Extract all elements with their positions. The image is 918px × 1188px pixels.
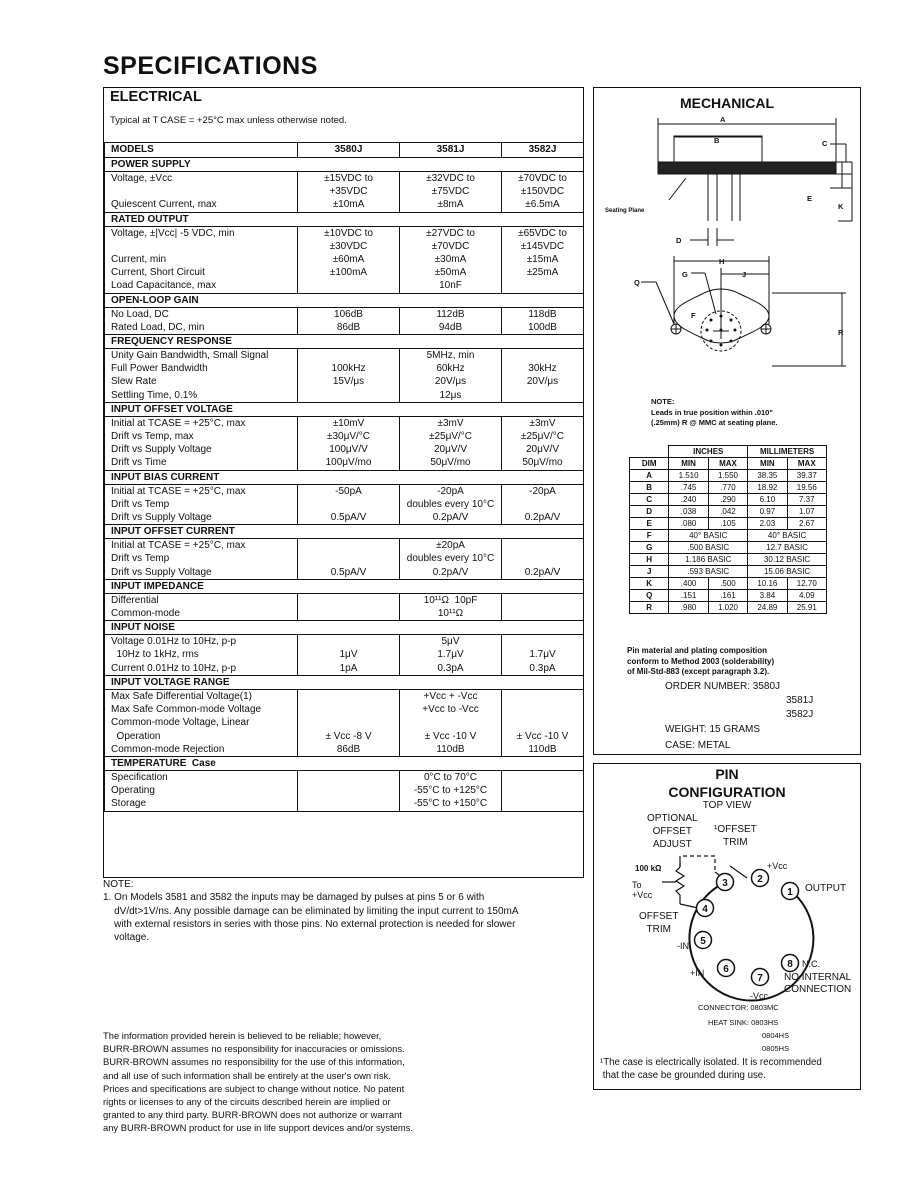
spec-value: 0.5pA/V [298, 539, 400, 580]
order-number-2: 3581J [786, 695, 814, 706]
section-label: INPUT OFFSET VOLTAGE [105, 402, 584, 416]
dim-value: 4.09 [787, 590, 826, 602]
spec-parameter: No Load, DC Rated Load, DC, min [105, 307, 298, 334]
offset-adjust-dashed [680, 856, 715, 872]
dim-value: .038 [669, 506, 708, 518]
heat-sink-label-3: 0805HS [762, 1044, 790, 1053]
plus-vcc-label: +Vcc [767, 861, 788, 871]
dim-label-q: Q [634, 278, 640, 287]
section-label: INPUT VOLTAGE RANGE [105, 675, 584, 689]
dim-value: 3.84 [748, 590, 787, 602]
dim-label-g: G [682, 270, 688, 279]
pin-number: 2 [757, 874, 763, 885]
pin-material-note: Pin material and plating composition conform to Method 2003 (solderability) of Mil-Std-883 (except paragraph 3.2). [627, 646, 775, 676]
spec-section-header [105, 335, 584, 349]
order-number-3: 3582J [786, 709, 814, 720]
pin-number: 1 [787, 887, 793, 898]
spec-parameter: Voltage, ±|Vcc| -5 VDC, min Current, min Current, Short Circuit Load Capacitance, max [105, 226, 298, 293]
dim-value: 40° BASIC [669, 530, 748, 542]
dim-group-header-row [630, 446, 827, 458]
spec-parameter: Voltage 0.01Hz to 10Hz, p-p 10Hz to 1kHz, rms Current 0.01Hz to 10Hz, p-p [105, 635, 298, 676]
output-label: OUTPUT [805, 883, 847, 894]
nc-label: N.C. [802, 959, 820, 969]
section-label: INPUT IMPEDANCE [105, 579, 584, 593]
spec-section-header [105, 756, 584, 770]
spec-value: -20pA doubles every 10°C 0.2pA/V [400, 484, 502, 525]
dim-label-e: E [807, 194, 813, 203]
dim-value: .161 [708, 590, 747, 602]
pin-number: 7 [757, 973, 763, 984]
spec-parameter: Max Safe Differential Voltage(1) Max Safe Common-mode Voltage Common-mode Voltage, Linear Operation Common-mode Rejection [105, 689, 298, 756]
electrical-title: ELECTRICAL [110, 89, 202, 105]
section-label: INPUT BIAS CURRENT [105, 470, 584, 484]
spec-value: ± Vcc -8 V 86dB [298, 689, 400, 756]
dim-value: 12.7 BASIC [748, 542, 827, 554]
dim-header: MIN [748, 458, 787, 470]
dim-letter: H [630, 554, 669, 566]
dim-value: .105 [708, 518, 747, 530]
spec-value: 0.2pA/V [502, 539, 584, 580]
legal-line: rights or licenses to any of the circuits described herein are implied or [103, 1096, 391, 1108]
dim-value: .593 BASIC [669, 566, 748, 578]
spec-value [502, 593, 584, 620]
dim-label-h: H [719, 257, 725, 266]
footnote-line: with external resistors in series with those pins. No external protection is needed for slower [103, 918, 516, 930]
dim-letter: E [630, 518, 669, 530]
case-material: CASE: METAL [665, 740, 731, 751]
dim-group-header: MILLIMETERS [748, 446, 827, 458]
dim-label-c: C [822, 139, 828, 148]
heat-sink-label: HEAT SINK: 0803HS [708, 1018, 779, 1027]
pin-config-title-2: CONFIGURATION [668, 784, 786, 800]
spec-value [298, 593, 400, 620]
spec-row [105, 689, 584, 756]
mechanical-title: MECHANICAL [679, 95, 775, 111]
dim-label-k: K [838, 202, 844, 211]
spec-value: ±3mV ±25μV/°C 20μV/V 50μV/mo [400, 416, 502, 470]
spec-row [105, 635, 584, 676]
dim-corner-cell [630, 446, 669, 458]
package-drawing [594, 88, 860, 388]
spec-row [105, 307, 584, 334]
pin-number: 6 [723, 964, 729, 975]
spec-value: -50pA 0.5pA/V [298, 484, 400, 525]
dim-value: 1.186 BASIC [669, 554, 748, 566]
dim-letter: G [630, 542, 669, 554]
spec-value: 100kHz 15V/μs [298, 349, 400, 403]
dim-label-j: J [742, 270, 747, 279]
mechanical-panel [593, 87, 861, 755]
dim-label-a: A [720, 115, 726, 124]
legal-line: and all use of such information shall be entirely at the user's own risk. [103, 1069, 391, 1081]
connector-label: CONNECTOR: 0803MC [698, 1003, 779, 1012]
dim-value: .400 [669, 578, 708, 590]
dim-value: 1.020 [708, 602, 747, 614]
footnote-line: 1. On Models 3581 and 3582 the inputs may be damaged by pulses at pins 5 or 6 with [103, 892, 485, 904]
spec-value [298, 770, 400, 811]
spec-section-header [105, 402, 584, 416]
dim-row [630, 566, 827, 578]
spec-value: 3580J [298, 143, 400, 158]
dim-value: .080 [669, 518, 708, 530]
spec-value: ±15VDC to +35VDC ±10mA [298, 172, 400, 213]
spec-value: ±10mV ±30μV/°C 100μV/V 100μV/mo [298, 416, 400, 470]
negative-input-label: -IN [677, 941, 689, 951]
dim-value: 10.16 [748, 578, 787, 590]
spec-value: 3581J [400, 143, 502, 158]
spec-value: ±65VDC to ±145VDC ±15mA ±25mA [502, 226, 584, 293]
spec-parameter: Unity Gain Bandwidth, Small Signal Full Power Bandwidth Slew Rate Settling Time, 0.1% [105, 349, 298, 403]
dim-value: 25.91 [787, 602, 826, 614]
dim-row [630, 494, 827, 506]
dim-value: 24.89 [748, 602, 787, 614]
dim-row [630, 506, 827, 518]
dim-value: 19.56 [787, 482, 826, 494]
dim-value: 30.12 BASIC [748, 554, 827, 566]
dim-value: 12.70 [787, 578, 826, 590]
spec-value: ±10VDC to ±30VDC ±60mA ±100mA [298, 226, 400, 293]
dim-letter: R [630, 602, 669, 614]
legal-line: any BURR-BROWN product for use in life support devices and/or systems. [103, 1122, 414, 1134]
dim-value: .290 [708, 494, 747, 506]
section-label: TEMPERATURE Case [105, 756, 584, 770]
electrical-panel [103, 87, 584, 878]
page-title: SPECIFICATIONS [103, 52, 318, 80]
resistor-symbol [676, 867, 684, 895]
spec-parameter: Voltage, ±Vcc Quiescent Current, max [105, 172, 298, 213]
spec-section-header [105, 158, 584, 172]
section-label: POWER SUPPLY [105, 158, 584, 172]
dim-row [630, 530, 827, 542]
dim-label-r: R [838, 328, 844, 337]
dim-group-header: INCHES [669, 446, 748, 458]
spec-value: 30kHz 20V/μs [502, 349, 584, 403]
spec-section-header [105, 675, 584, 689]
dimension-table [629, 445, 827, 614]
to-vcc-label: To +Vcc [632, 880, 653, 900]
spec-value: 10¹¹Ω 10pF 10¹¹Ω [400, 593, 502, 620]
spec-row [105, 539, 584, 580]
spec-parameter: MODELS [105, 143, 298, 158]
footnote-line: voltage. [103, 932, 150, 944]
spec-section-header [105, 470, 584, 484]
legal-line: Prices and specifications are subject to change without notice. No patent [103, 1082, 405, 1094]
dim-value: 2.67 [787, 518, 826, 530]
case-isolation-note: ¹The case is electrically isolated. It is recommended that the case be grounded during use. [600, 1057, 822, 1081]
dim-row [630, 554, 827, 566]
section-label: INPUT NOISE [105, 621, 584, 635]
spec-value: ±27VDC to ±70VDC ±30mA ±50mA 10nF [400, 226, 502, 293]
footnote-line: dV/dt>1V/ns. Any possible damage can be eliminated by limiting the input current to 150mA [103, 905, 519, 917]
dim-value: 39.37 [787, 470, 826, 482]
dim-letter: J [630, 566, 669, 578]
spec-section-header [105, 621, 584, 635]
spec-parameter: Initial at TCASE = +25°C, max Drift vs Temp, max Drift vs Supply Voltage Drift vs Time [105, 416, 298, 470]
dim-value: .151 [669, 590, 708, 602]
spec-value: ± Vcc -10 V 110dB [502, 689, 584, 756]
section-label: RATED OUTPUT [105, 212, 584, 226]
dim-row [630, 590, 827, 602]
no-internal-connection-label: NO INTERNAL CONNECTION [784, 972, 852, 995]
dim-value: 0.97 [748, 506, 787, 518]
spec-value: 1μV 1pA [298, 635, 400, 676]
legal-line: granted to any third party. BURR-BROWN does not authorize or warrant [103, 1109, 402, 1121]
spec-value: 118dB 100dB [502, 307, 584, 334]
dim-row [630, 482, 827, 494]
seating-plane-label: Seating Plane [605, 208, 645, 214]
spec-row [105, 172, 584, 213]
spec-value: 0°C to 70°C -55°C to +125°C -55°C to +150°C [400, 770, 502, 811]
pin-config-title: PIN [715, 766, 739, 782]
heat-sink-label-2: 0804HS [762, 1031, 790, 1040]
dim-value: .500 [708, 578, 747, 590]
spec-parameter: Specification Operating Storage [105, 770, 298, 811]
dim-letter: D [630, 506, 669, 518]
spec-value: 5MHz, min 60kHz 20V/μs 12μs [400, 349, 502, 403]
order-number: ORDER NUMBER: 3580J [665, 681, 781, 692]
spec-value: 3582J [502, 143, 584, 158]
spec-row [105, 416, 584, 470]
optional-offset-adjust-label: OPTIONAL OFFSET ADJUST [647, 813, 698, 850]
dim-row [630, 542, 827, 554]
legal-line: BURR-BROWN assumes no responsibility for the use of this information, [103, 1056, 405, 1068]
spec-parameter: Initial at TCASE = +25°C, max Drift vs Temp Drift vs Supply Voltage [105, 539, 298, 580]
spec-table [104, 142, 584, 812]
dim-value: 6.10 [748, 494, 787, 506]
dim-label-f: F [691, 311, 696, 320]
dim-value: 1.510 [669, 470, 708, 482]
spec-row [105, 484, 584, 525]
dim-letter: B [630, 482, 669, 494]
spec-value: ±32VDC to ±75VDC ±8mA [400, 172, 502, 213]
footnote-heading: NOTE: [103, 879, 134, 890]
offset-trim-left-label: OFFSET TRIM [639, 911, 679, 935]
models-row [105, 143, 584, 158]
spec-parameter: Initial at TCASE = +25°C, max Drift vs Temp Drift vs Supply Voltage [105, 484, 298, 525]
section-label: OPEN-LOOP GAIN [105, 293, 584, 307]
dim-header: MAX [708, 458, 747, 470]
flange [658, 162, 836, 174]
legal-line: BURR-BROWN assumes no responsibility for inaccuracies or omissions. [103, 1043, 405, 1055]
dim-value: .770 [708, 482, 747, 494]
pin-config-subtitle: TOP VIEW [702, 800, 752, 811]
pin-config-panel [593, 763, 861, 1090]
dim-row [630, 578, 827, 590]
spec-value [502, 770, 584, 811]
dim-value: .240 [669, 494, 708, 506]
dim-header: DIM [630, 458, 669, 470]
dim-value: 7.37 [787, 494, 826, 506]
spec-value: +Vcc + -Vcc +Vcc to -Vcc ± Vcc -10 V 110dB [400, 689, 502, 756]
spec-row [105, 770, 584, 811]
spec-section-header [105, 525, 584, 539]
legal-line: The information provided herein is believed to be reliable; however, [103, 1030, 382, 1041]
dim-letter: K [630, 578, 669, 590]
dim-header: MIN [669, 458, 708, 470]
spec-value: 1.7μV 0.3pA [502, 635, 584, 676]
legal-disclaimer [103, 1029, 468, 1135]
dim-letter: F [630, 530, 669, 542]
dim-label-d: D [676, 236, 682, 245]
weight: WEIGHT: 15 GRAMS [665, 724, 761, 735]
pin-number: 5 [700, 936, 706, 947]
mechanical-note: NOTE: Leads in true position within .010" (.25mm) R @ MMC at seating plane. [651, 397, 778, 427]
spec-value: 106dB 86dB [298, 307, 400, 334]
spec-value: ±20pA doubles every 10°C 0.2pA/V [400, 539, 502, 580]
dim-row [630, 470, 827, 482]
pin-number: 8 [787, 959, 793, 970]
dim-letter: Q [630, 590, 669, 602]
spec-row [105, 226, 584, 293]
dim-value: 38.35 [748, 470, 787, 482]
dim-value: .980 [669, 602, 708, 614]
electrical-note: Typical at T CASE = +25°C max unless otherwise noted. [110, 115, 347, 126]
dim-value: 18.92 [748, 482, 787, 494]
dim-value: 15.06 BASIC [748, 566, 827, 578]
dim-value: 1.07 [787, 506, 826, 518]
spec-section-header [105, 212, 584, 226]
dim-value: .500 BASIC [669, 542, 748, 554]
spec-row [105, 593, 584, 620]
minus-vcc-label: -Vcc [750, 991, 768, 1001]
spec-parameter: Differential Common-mode [105, 593, 298, 620]
spec-section-header [105, 579, 584, 593]
pin-number: 3 [722, 878, 728, 889]
spec-section-header [105, 293, 584, 307]
section-label: FREQUENCY RESPONSE [105, 335, 584, 349]
spec-value: 112dB 94dB [400, 307, 502, 334]
resistor-label: 100 kΩ [635, 864, 662, 873]
pin-number: 4 [702, 904, 708, 915]
spec-value: ±3mV ±25μV/°C 20μV/V 50μV/mo [502, 416, 584, 470]
dim-letter: A [630, 470, 669, 482]
dim-value: 2.03 [748, 518, 787, 530]
dim-row [630, 518, 827, 530]
dim-row [630, 602, 827, 614]
dim-letter: C [630, 494, 669, 506]
dim-label-b: B [714, 136, 720, 145]
offset-trim-top-label: ¹OFFSET TRIM [714, 824, 757, 848]
dim-value: 40° BASIC [748, 530, 827, 542]
footnote [103, 878, 573, 944]
spec-value: ±70VDC to ±150VDC ±6.5mA [502, 172, 584, 213]
dim-value: 1.550 [708, 470, 747, 482]
dim-value: .745 [669, 482, 708, 494]
dim-header-row [630, 458, 827, 470]
positive-input-label: +IN [690, 968, 705, 978]
spec-row [105, 349, 584, 403]
spec-value: -20pA 0.2pA/V [502, 484, 584, 525]
dim-header: MAX [787, 458, 826, 470]
section-label: INPUT OFFSET CURRENT [105, 525, 584, 539]
spec-value: 5μV 1.7μV 0.3pA [400, 635, 502, 676]
dim-value: .042 [708, 506, 747, 518]
